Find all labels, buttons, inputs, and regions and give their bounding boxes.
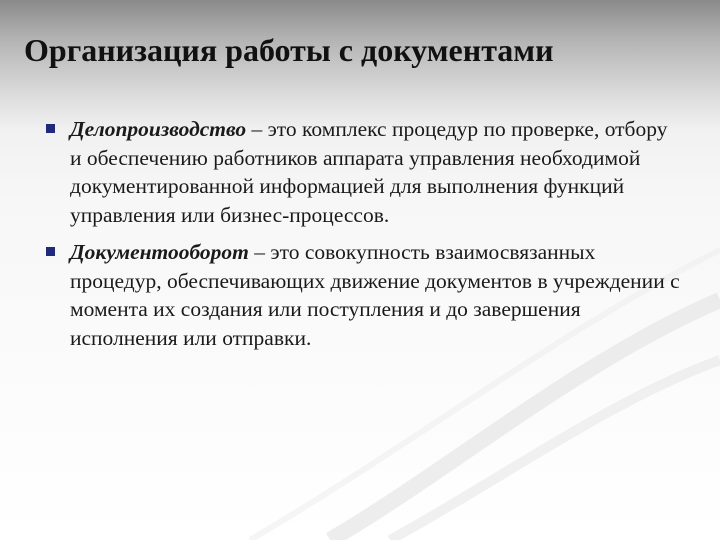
- bullet-text: – это комплекс процедур по проверке, отбору и обеспечению работников аппарата управления необходимой документированной информацией для выполнения функций управления или бизнес-процессов.: [70, 117, 668, 227]
- square-bullet-icon: [46, 247, 55, 256]
- bullet-term: Делопроизводство: [70, 117, 247, 141]
- bullet-text: – это совокупность взаимосвязанных процедур, обеспечивающих движение документов в учреждении с момента их создания или поступления и до завершения исполнения или отправки.: [70, 240, 680, 350]
- bullet-item-docoborot: [44, 238, 684, 352]
- bullet-item-delo: [44, 115, 684, 229]
- bullet-term: Документооборот: [70, 240, 249, 264]
- bullet-list: [44, 115, 684, 361]
- slide-title: Организация работы с документами: [24, 32, 554, 68]
- square-bullet-icon: [46, 124, 55, 133]
